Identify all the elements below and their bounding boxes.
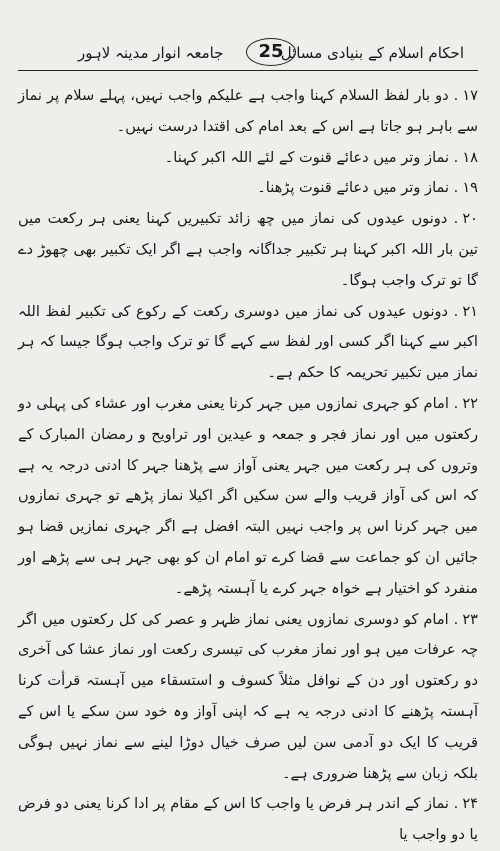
rule-text: امام کو دوسری نمازوں یعنی نماز ظہر و عصر کی کل رکعتوں میں اگر چہ عرفات میں ہو اور نماز مغرب کی تیسری رکعت اور نماز عشا کی آخری دو رکعتوں اور دن کے نوافل مثلاً کسوف و استسقاء میں آہستہ قرأت کرنا آہستہ پڑھنے کا ادنی درجہ یہ ہے کہ اپنی آواز وہ خود سن سکے یا اس کے قریب کا ایک دو آدمی سن لیں صرف خیال دوڑا لینے سے نماز نہیں ہوگی بلکہ زبان سے پڑھنا ضروری ہے۔ <box>18 610 478 782</box>
publisher-name: جامعہ انوار مدینہ لاہور <box>78 44 224 62</box>
book-title: احکام اسلام کے بنیادی مسائل <box>280 44 464 62</box>
rule-text: نماز وتر میں دعائے قنوت کے لئے اللہ اکبر کہنا۔ <box>164 148 450 166</box>
rule-text: دو بار لفظ السلام کہنا واجب ہے علیکم واجب نہیں، پہلے سلام پر نماز سے باہر ہو جاتا ہے اس کے بعد امام کی اقتدا درست نہیں۔ <box>18 87 478 135</box>
rule-item: ۲۰. دونوں عیدوں کی نماز میں چھ زائد تکبیریں کہنا یعنی ہر رکعت میں تین بار اللہ اکبر کہنا ہر تکبیر جداگانہ واجب ہے اگر ایک تکبیر بھی چھوڑ دے گا تو ترک واجب ہوگا۔ <box>18 210 479 289</box>
rule-text: دونوں عیدوں کی نماز میں دوسری رکعت کے رکوع کی تکبیر لفظ اللہ اکبر سے کہنا اگر کسی اور لفظ سے کہے گا تو ترک واجب ہوگا جیسا کہ ہر نماز میں تکبیر تحریمہ کا حکم ہے۔ <box>18 302 478 382</box>
rule-text: نماز کے اندر ہر فرض یا واجب کا اس کے مقام پر ادا کرنا یعنی دو فرض یا دو واجب یا <box>18 795 478 844</box>
rule-item: ۲۱. دونوں عیدوں کی نماز میں دوسری رکعت کے رکوع کی تکبیر لفظ اللہ اکبر سے کہنا اگر کسی اور لفظ سے کہے گا تو ترک واجب ہوگا جیسا کہ ہر نماز میں تکبیر تحریمہ کا حکم ہے۔ <box>18 302 478 382</box>
rule-number: ۲۴ <box>462 795 479 813</box>
page-header <box>18 38 478 71</box>
rule-number: ۱۹ <box>462 179 478 197</box>
rule-text: دونوں عیدوں کی نماز میں چھ زائد تکبیریں کہنا یعنی ہر رکعت میں تین بار اللہ اکبر کہنا ہر تکبیر جداگانہ واجب ہے اگر ایک تکبیر بھی چھوڑ دے گا تو ترک واجب ہوگا۔ <box>18 210 478 289</box>
rule-item: ۱۹. نماز وتر میں دعائے قنوت پڑھنا۔ <box>257 179 478 197</box>
rule-number: ۲۱ <box>462 302 478 320</box>
rules-list <box>18 81 478 851</box>
rule-number: ۲۳ <box>462 610 478 628</box>
rule-number: ۱۷ <box>462 87 478 104</box>
page-number: 25 <box>246 38 296 66</box>
rule-item: ۱۷. دو بار لفظ السلام کہنا واجب ہے علیکم واجب نہیں، پہلے سلام پر نماز سے باہر ہو جاتا ہے اس کے بعد امام کی اقتدا درست نہیں۔ <box>18 87 478 135</box>
rule-number: ۲۰ <box>462 210 479 228</box>
rule-number: ۲۲ <box>462 394 479 412</box>
rule-text: امام کو جہری نمازوں میں جہر کرنا یعنی مغرب اور عشاء کی پہلی دو رکعتوں میں اور نماز فجر و جمعہ و عیدین اور تراویح و رمضان المبارک کے وتروں کی ہر رکعت میں جہر یعنی آواز سے پڑھنا جہر کا ادنی درجہ یہ ہے کہ اس کی آواز قریب والے سن سکیں اگر اکیلا نماز پڑھے تو جہری نمازوں میں جہر کرنا اس پر واجب نہیں البتہ افضل ہے اگر جہری نمازیں قضا ہو جائیں ان کو جماعت سے قضا کرے تو امام ان کو بھی جہر ہی سے پڑھے اور منفرد کو اختیار ہے خواہ جہر کرے یا آہستہ پڑھے۔ <box>18 394 478 597</box>
rule-item: ۲۲. امام کو جہری نمازوں میں جہر کرنا یعنی مغرب اور عشاء کی پہلی دو رکعتوں میں اور نماز فجر و جمعہ و عیدین اور تراویح و رمضان المبارک کے وتروں کی ہر رکعت میں جہر یعنی آواز سے پڑھنا جہر کا ادنی درجہ یہ ہے کہ اس کی آواز قریب والے سن سکیں اگر اکیلا نماز پڑھے تو جہری نمازوں میں جہر کرنا اس پر واجب نہیں البتہ افضل ہے اگر جہری نمازیں قضا ہو جائیں ان کو جماعت سے قضا کرے تو امام ان کو بھی جہر ہی سے پڑھے اور منفرد کو اختیار ہے خواہ جہر کرے یا آہستہ پڑھے۔ <box>18 394 479 597</box>
rule-number: ۱۸ <box>462 148 478 166</box>
rule-text: نماز وتر میں دعائے قنوت پڑھنا۔ <box>257 179 450 197</box>
rule-item: ۲۴. نماز کے اندر ہر فرض یا واجب کا اس کے مقام پر ادا کرنا یعنی دو فرض یا دو واجب یا <box>18 795 479 844</box>
rule-item: ۱۸. نماز وتر میں دعائے قنوت کے لئے اللہ اکبر کہنا۔ <box>164 148 478 166</box>
rule-item: ۲۳. امام کو دوسری نمازوں یعنی نماز ظہر و عصر کی کل رکعتوں میں اگر چہ عرفات میں ہو اور نماز مغرب کی تیسری رکعت اور نماز عشا کی آخری دو رکعتوں اور دن کے نوافل مثلاً کسوف و استسقاء میں آہستہ قرأت کرنا آہستہ پڑھنے کا ادنی درجہ یہ ہے کہ اپنی آواز وہ خود سن سکے یا اس کے قریب کا ایک دو آدمی سن لیں صرف خیال دوڑا لینے سے نماز نہیں ہوگی بلکہ زبان سے پڑھنا ضروری ہے۔ <box>18 610 478 782</box>
